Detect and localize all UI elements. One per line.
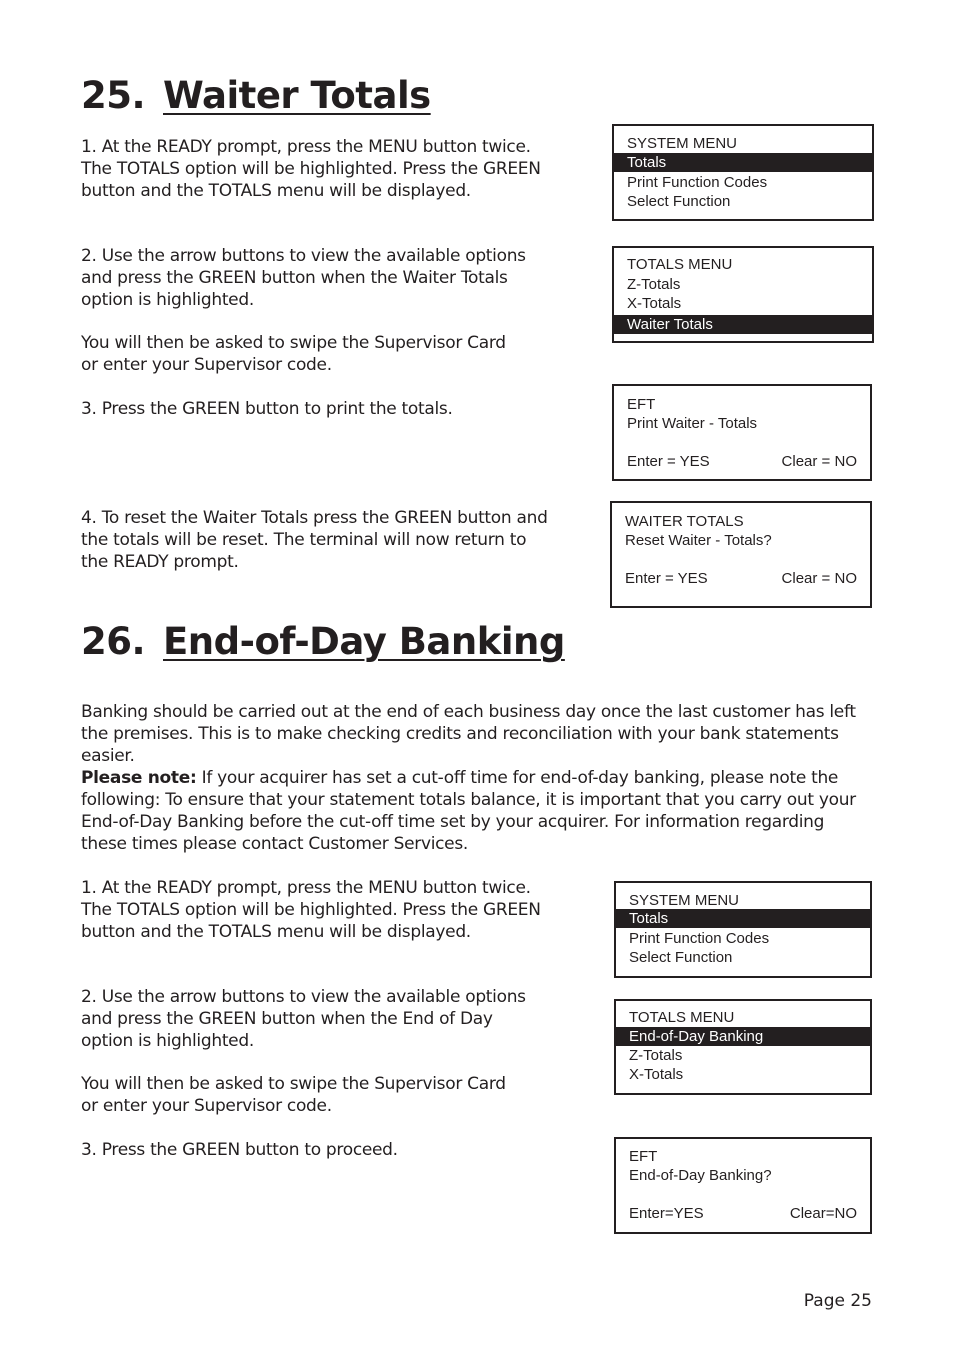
- screen-line-highlighted: Waiter Totals: [614, 315, 872, 334]
- terminal-screen-totals-menu: [612, 246, 874, 343]
- note-text: If your acquirer has set a cut-off time for end-of-day banking, please note the following: To ensure that your statement totals balance, it is important that you carry out your End-of-Day Banking before the cut-off time set by your acquirer. For information regarding these times please contact Customer Services.: [81, 768, 856, 854]
- step-text: 1. At the READY prompt, press the MENU button twice. The TOTALS option will be highlighted. Press the GREEN button and the TOTALS menu will be displayed.: [81, 878, 541, 942]
- terminal-screen-totals-menu: [614, 999, 872, 1095]
- section-title: End-of-Day Banking: [163, 620, 565, 663]
- step-text: You will then be asked to swipe the Supervisor Card or enter your Supervisor code.: [81, 1074, 506, 1116]
- step-text: You will then be asked to swipe the Supervisor Card or enter your Supervisor code.: [81, 333, 506, 375]
- screen-line: SYSTEM MENU: [629, 892, 740, 909]
- section-title: Waiter Totals: [163, 74, 431, 117]
- section-number: 26.: [81, 620, 146, 663]
- screen-line: Z-Totals: [629, 1047, 683, 1064]
- step-text: 2. Use the arrow buttons to view the available options and press the GREEN button when the Waiter Totals option is highlighted.: [81, 246, 526, 310]
- screen-line: X-Totals: [627, 295, 682, 312]
- screen-line: Print Waiter - Totals: [627, 415, 758, 432]
- section-25-heading: [81, 74, 431, 117]
- screen-line: Print Function Codes: [627, 174, 768, 191]
- page-number: Page 25: [803, 1291, 872, 1311]
- terminal-screen-system-menu: [614, 881, 872, 978]
- intro-paragraph: Banking should be carried out at the end of each business day once the last customer has left the premises. This is to make checking credits and reconciliation with your bank statements easier.: [81, 702, 856, 766]
- screen-line-options: [625, 569, 870, 588]
- section-number: 25.: [81, 74, 146, 117]
- screen-line: Reset Waiter - Totals?: [625, 532, 772, 549]
- note-paragraph: [81, 767, 861, 855]
- screen-line: Print Function Codes: [629, 930, 770, 947]
- screen-line: Select Function: [627, 193, 731, 210]
- screen-line: SYSTEM MENU: [627, 135, 738, 152]
- screen-line: TOTALS MENU: [629, 1009, 735, 1026]
- step-text: 3. Press the GREEN button to print the totals.: [81, 399, 453, 419]
- screen-line-options: [629, 1204, 870, 1223]
- screen-line: Select Function: [629, 949, 733, 966]
- step-text: 1. At the READY prompt, press the MENU button twice. The TOTALS option will be highlighted. Press the GREEN button and the TOTALS menu will be displayed.: [81, 137, 541, 201]
- screen-line: EFT: [627, 396, 656, 413]
- clear-no-label: Clear = NO: [781, 570, 857, 587]
- section-26-heading: [81, 620, 565, 663]
- screen-line: End-of-Day Banking?: [629, 1167, 772, 1184]
- terminal-screen-eft-end-of-day: [614, 1137, 872, 1234]
- screen-line: TOTALS MENU: [627, 256, 733, 273]
- screen-line: EFT: [629, 1148, 658, 1165]
- screen-line-highlighted: Totals: [616, 909, 870, 928]
- clear-no-label: Clear=NO: [789, 1205, 857, 1222]
- terminal-screen-waiter-reset: [610, 501, 872, 608]
- screen-line: WAITER TOTALS: [625, 513, 744, 530]
- screen-line-highlighted: Totals: [614, 153, 872, 172]
- step-text: 2. Use the arrow buttons to view the available options and press the GREEN button when the End of Day option is highlighted.: [81, 987, 526, 1051]
- screen-line: Z-Totals: [627, 276, 681, 293]
- enter-yes-label: Enter=YES: [629, 1205, 704, 1222]
- step-text: 3. Press the GREEN button to proceed.: [81, 1140, 398, 1160]
- note-label: Please note:: [81, 768, 197, 788]
- clear-no-label: Clear = NO: [781, 453, 857, 470]
- enter-yes-label: Enter = YES: [625, 570, 708, 587]
- terminal-screen-eft-print: [612, 384, 872, 481]
- step-text: 4. To reset the Waiter Totals press the GREEN button and the totals will be reset. The terminal will now return to the READY prompt.: [81, 508, 548, 572]
- screen-line-highlighted: End-of-Day Banking: [616, 1027, 870, 1046]
- screen-line: X-Totals: [629, 1066, 684, 1083]
- terminal-screen-system-menu: [612, 124, 874, 221]
- screen-line-options: [627, 452, 870, 471]
- enter-yes-label: Enter = YES: [627, 453, 710, 470]
